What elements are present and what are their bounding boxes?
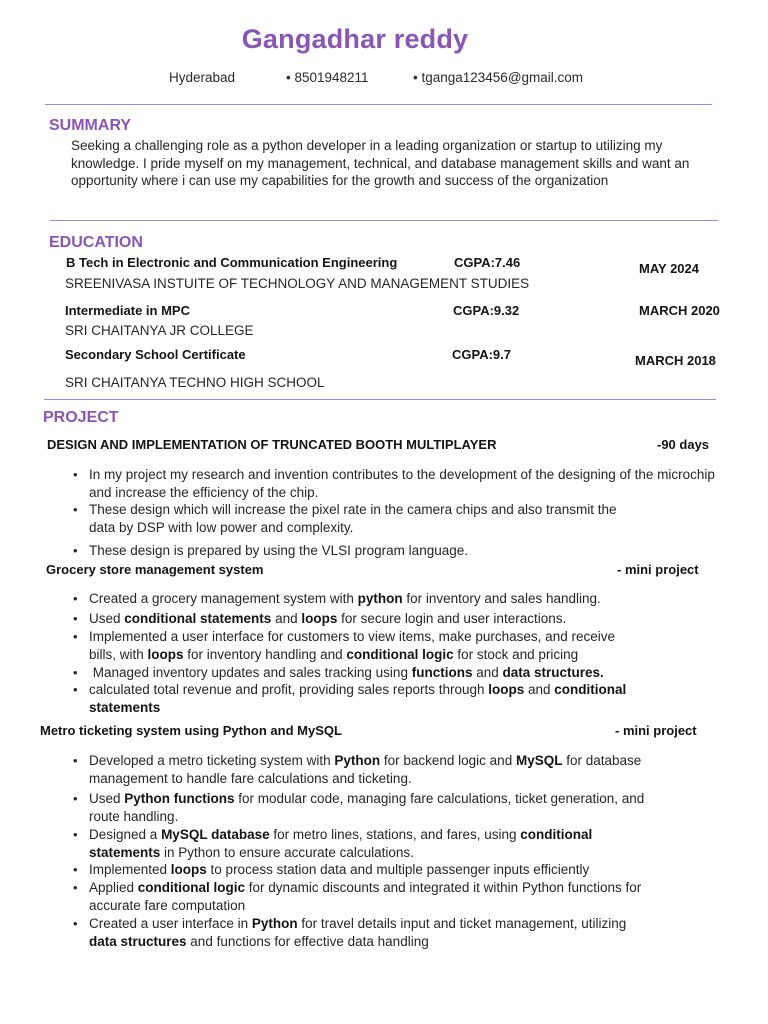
education-school: SRI CHAITANYA TECHNO HIGH SCHOOL [65, 375, 325, 390]
education-date: MARCH 2020 [639, 303, 720, 318]
education-cgpa: CGPA:9.32 [453, 303, 520, 318]
contact-location: Hyderabad [169, 70, 236, 85]
list-item: • Used conditional statements and loops for secure login and user interactions. [71, 610, 721, 628]
list-item: • These design is prepared by using the VLSI program language. [71, 542, 721, 560]
education-degree: B Tech in Electronic and Communication Engineering [66, 255, 398, 270]
divider [45, 104, 712, 105]
project-duration: -90 days [657, 437, 710, 452]
education-degree: Secondary School Certificate [65, 347, 246, 362]
list-item: • Used Python functions for modular code, managing fare calculations, ticket generation, and route handling. [71, 790, 721, 825]
project-duration: - mini project [615, 723, 697, 738]
list-item: • Developed a metro ticketing system with Python for backend logic and MySQL for database management to handle fare calculations and ticketing. [71, 752, 721, 787]
education-date: MARCH 2018 [635, 353, 716, 368]
section-heading-project: PROJECT [43, 409, 119, 426]
list-item: • Implemented a user interface for customers to view items, make purchases, and receive bills, with loops for inventory handling and conditional logic for stock and pricing [71, 628, 721, 663]
list-item: • calculated total revenue and profit, providing sales reports through loops and conditional statements [71, 681, 721, 716]
education-school: SRI CHAITANYA JR COLLEGE [65, 323, 254, 338]
project-title: DESIGN AND IMPLEMENTATION OF TRUNCATED BOOTH MULTIPLAYER [47, 437, 497, 452]
education-degree: Intermediate in MPC [65, 303, 190, 318]
section-heading-summary: SUMMARY [49, 117, 132, 134]
section-heading-education: EDUCATION [49, 234, 143, 251]
divider [44, 399, 716, 400]
list-item: • Implemented loops to process station data and multiple passenger inputs efficiently [71, 861, 721, 879]
summary-text: Seeking a challenging role as a python developer in a leading organization or startup to utilizing my knowledge. I pride myself on my management, technical, and database management skills and want an opportunity where i can use my capabilities for the growth and success of the organization [71, 138, 690, 188]
project-title: Grocery store management system [46, 562, 264, 577]
education-cgpa: CGPA:7.46 [454, 255, 521, 270]
list-item: • Applied conditional logic for dynamic discounts and integrated it within Python functions for accurate fare computation [71, 879, 721, 914]
candidate-name: Gangadhar reddy [241, 24, 469, 54]
list-item: • Created a grocery management system with python for inventory and sales handling. [71, 590, 721, 608]
list-item: • These design which will increase the pixel rate in the camera chips and also transmit the data by DSP with low power and complexity. [71, 501, 721, 536]
education-date: MAY 2024 [639, 261, 699, 276]
list-item: • Managed inventory updates and sales tracking using functions and data structures. [71, 664, 721, 682]
list-item: • Created a user interface in Python for travel details input and ticket management, utilizing data structures and functions for effective data handling [71, 915, 721, 950]
divider [50, 220, 718, 221]
project-title: Metro ticketing system using Python and MySQL [40, 723, 342, 738]
contact-email: • tganga123456@gmail.com [413, 70, 584, 85]
education-school: SREENIVASA INSTUITE OF TECHNOLOGY AND MANAGEMENT STUDIES [65, 276, 530, 291]
project-duration: - mini project [617, 562, 699, 577]
education-cgpa: CGPA:9.7 [452, 347, 511, 362]
list-item: • Designed a MySQL database for metro lines, stations, and fares, using conditional statements in Python to ensure accurate calculations. [71, 826, 721, 861]
contact-phone: • 8501948211 [286, 70, 369, 85]
list-item: • In my project my research and invention contributes to the development of the designing of the microchip and increase the efficiency of the chip. [71, 466, 721, 501]
